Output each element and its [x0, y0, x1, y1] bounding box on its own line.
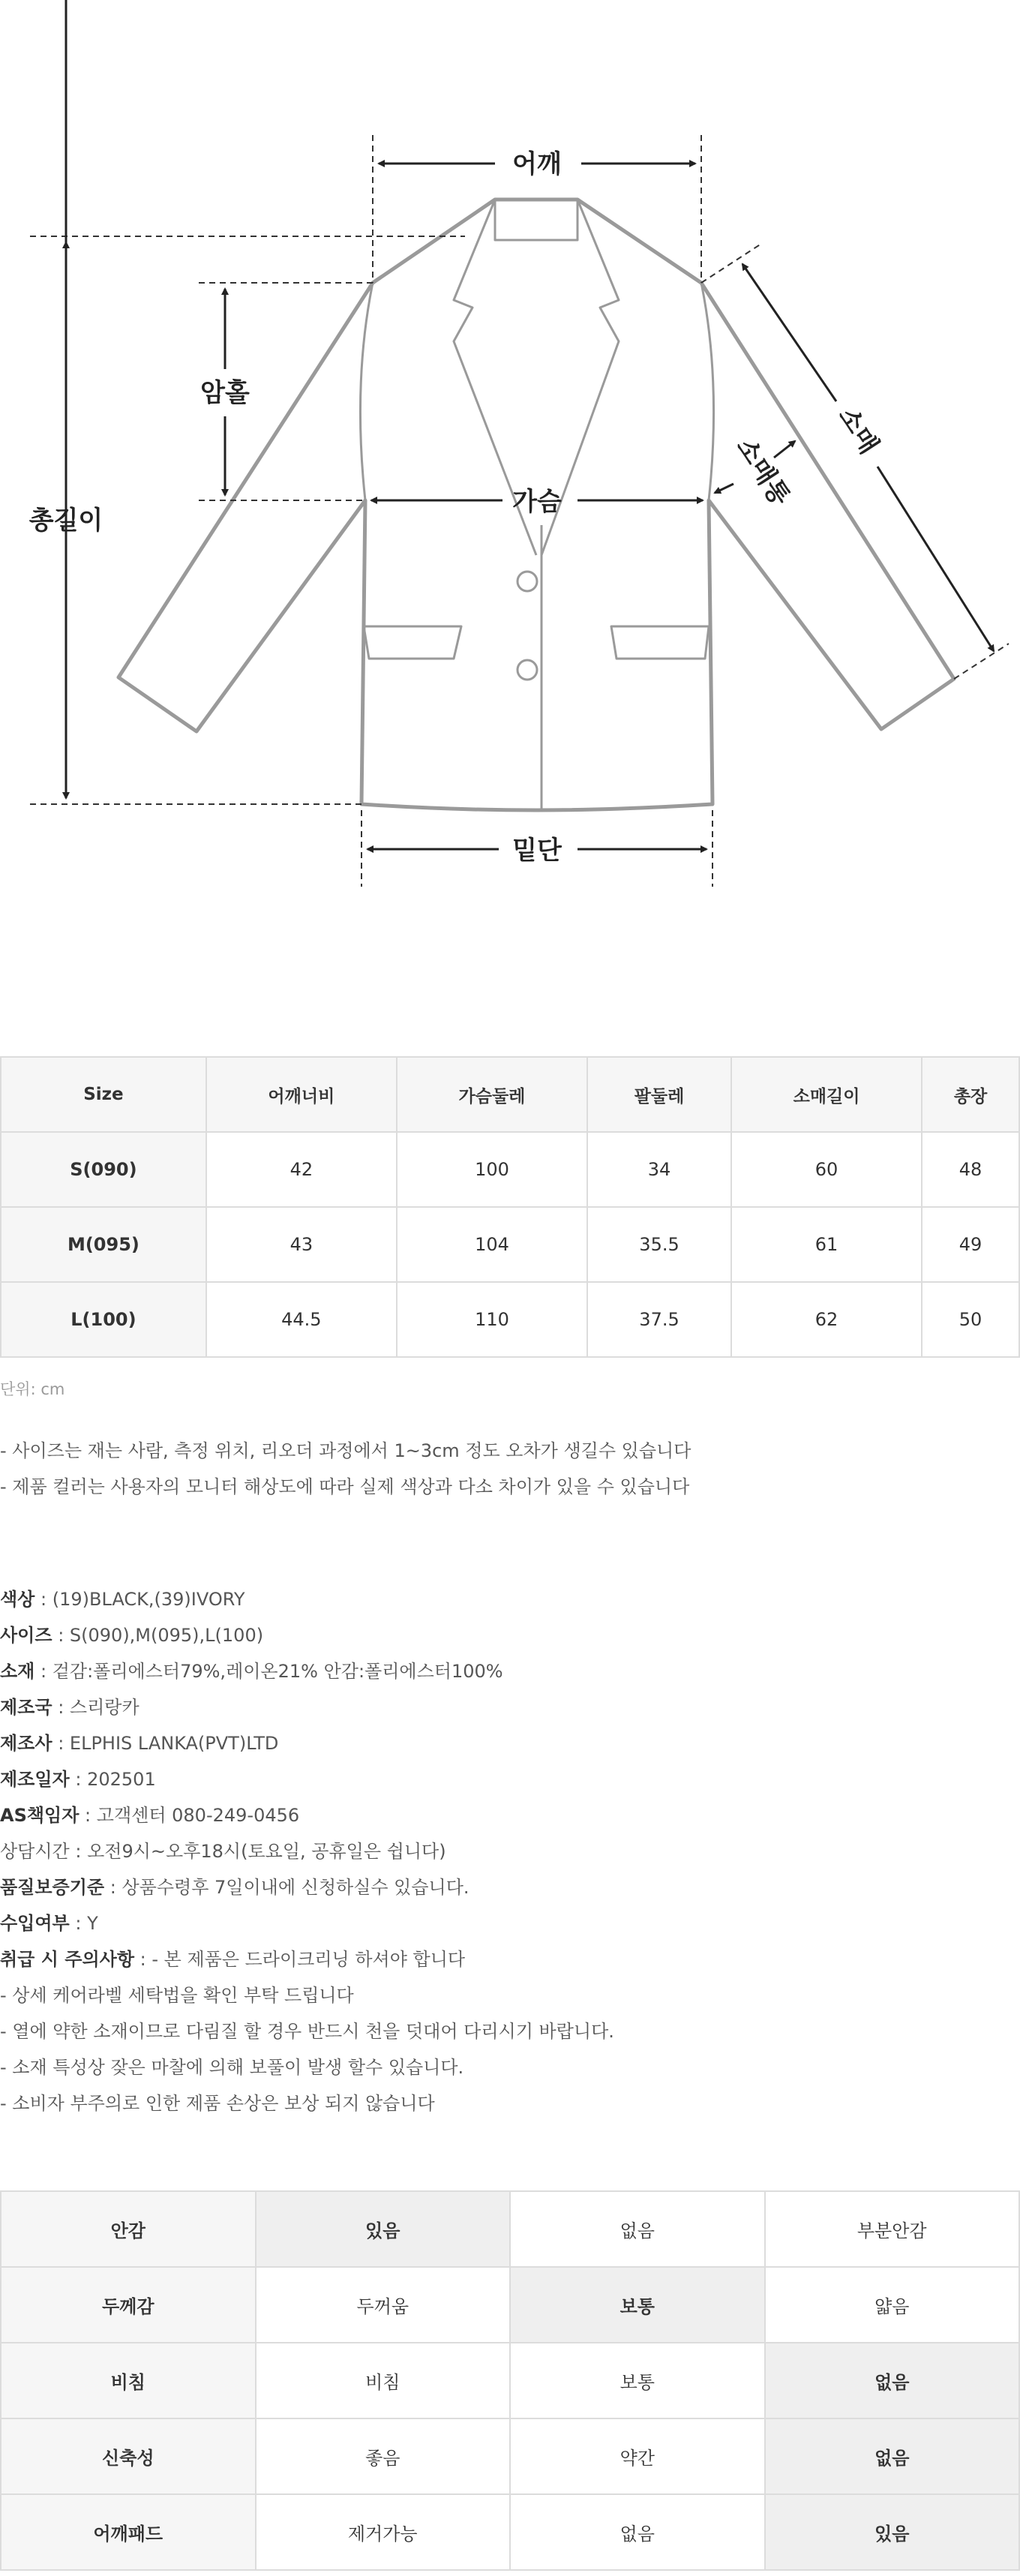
info-line — [0, 2016, 614, 2043]
info-label: 사이즈 — [0, 1625, 52, 1646]
table-row — [1, 1132, 1019, 1207]
table-cell: 34 — [587, 1132, 731, 1207]
info-value: : 상품수령후 7일이내에 신청하실수 있습니다. — [104, 1877, 470, 1898]
info-value: 상담시간 : 오전9시~오후18시(토요일, 공휴일은 쉽니다) — [0, 1841, 446, 1862]
info-line — [0, 2052, 464, 2079]
option-cell: 제거가능 — [256, 2494, 511, 2570]
property-label-stretch: 신축성 — [1, 2418, 256, 2494]
fabric-properties-table — [0, 2190, 1020, 2571]
info-line — [0, 1944, 465, 1971]
option-cell: 보통 — [510, 2267, 765, 2343]
info-value: - 소비자 부주의로 인한 제품 손상은 보상 되지 않습니다 — [0, 2093, 435, 2114]
table-cell: 104 — [397, 1207, 587, 1282]
info-label: 취급 시 주의사항 — [0, 1949, 134, 1970]
table-row — [1, 2343, 1019, 2418]
total-length-header: 총장 — [922, 1057, 1019, 1132]
info-label: 품질보증기준 — [0, 1877, 105, 1898]
table-cell: 110 — [397, 1282, 587, 1357]
color-note: - 제품 컬러는 사용자의 모니터 해상도에 따라 실제 색상과 다소 차이가 있을 수 있습니다 — [0, 1476, 690, 1497]
info-line — [0, 1728, 278, 1755]
info-line — [0, 1980, 354, 2007]
info-value: : 202501 — [69, 1769, 156, 1790]
info-line — [0, 1584, 245, 1611]
info-line — [0, 1656, 503, 1683]
table-cell: 35.5 — [587, 1207, 731, 1282]
table-row — [1, 2191, 1019, 2267]
total-length-label: 총길이 — [28, 506, 104, 536]
info-label: 수입여부 — [0, 1913, 70, 1934]
shoulder-width-header: 어깨너비 — [206, 1057, 397, 1132]
info-value: : Y — [69, 1913, 98, 1934]
chest-label: 가슴 — [512, 487, 562, 517]
info-value: : (19)BLACK,(39)IVORY — [34, 1589, 245, 1610]
option-cell: 비침 — [256, 2343, 511, 2418]
chest-header: 가슴둘레 — [397, 1057, 587, 1132]
option-cell: 약간 — [510, 2418, 765, 2494]
sleeve-arrow — [742, 264, 836, 401]
table-cell: L(100) — [1, 1282, 206, 1357]
info-label: 제조사 — [0, 1733, 52, 1754]
sleeve-width-arrow — [715, 484, 734, 493]
info-value: : 스리랑카 — [52, 1697, 140, 1718]
hem-label: 밑단 — [512, 836, 562, 866]
table-row — [1, 2267, 1019, 2343]
info-line — [0, 2088, 435, 2115]
option-cell: 부분안감 — [765, 2191, 1020, 2267]
info-value: - 소재 특성상 잦은 마찰에 의해 보풀이 발생 할수 있습니다. — [0, 2057, 464, 2078]
table-cell: S(090) — [1, 1132, 206, 1207]
table-cell: 43 — [206, 1207, 397, 1282]
armhole-label: 암홀 — [200, 378, 250, 408]
table-cell: 44.5 — [206, 1282, 397, 1357]
unit-label: 단위: cm — [0, 1380, 65, 1398]
info-label: 제조국 — [0, 1697, 52, 1718]
sleeve-label: 소매 — [832, 401, 884, 460]
property-label-sheerness: 비침 — [1, 2343, 256, 2418]
size-note: - 사이즈는 재는 사람, 측정 위치, 리오더 과정에서 1~3cm 정도 오차가 생길수 있습니다 — [0, 1440, 692, 1461]
size-header: Size — [1, 1057, 206, 1132]
sleeve-length-header: 소매길이 — [731, 1057, 922, 1132]
option-cell: 보통 — [510, 2343, 765, 2418]
table-cell: 50 — [922, 1282, 1019, 1357]
table-cell: 60 — [731, 1132, 922, 1207]
option-cell: 두꺼움 — [256, 2267, 511, 2343]
option-cell: 없음 — [765, 2418, 1020, 2494]
option-cell: 없음 — [510, 2494, 765, 2570]
info-label: 색상 — [0, 1589, 35, 1610]
info-line — [0, 1836, 446, 1863]
arm-circumference-header: 팔둘레 — [587, 1057, 731, 1132]
info-value: : - 본 제품은 드라이크리닝 하셔야 합니다 — [134, 1949, 466, 1970]
table-cell: 61 — [731, 1207, 922, 1282]
option-cell: 얇음 — [765, 2267, 1020, 2343]
info-line — [0, 1620, 263, 1647]
info-line — [0, 1872, 470, 1899]
info-line — [0, 1692, 140, 1719]
option-cell: 없음 — [765, 2343, 1020, 2418]
info-label: 소재 — [0, 1661, 35, 1682]
size-table — [0, 1056, 1020, 1358]
table-row — [1, 2418, 1019, 2494]
shoulder-label: 어깨 — [512, 149, 562, 179]
info-value: - 열에 약한 소재이므로 다림질 할 경우 반드시 천을 덧대어 다리시기 바랍니다. — [0, 2021, 614, 2042]
info-label: AS책임자 — [0, 1805, 80, 1826]
table-cell: 48 — [922, 1132, 1019, 1207]
sleeve-width-label: 소매통 — [730, 432, 796, 512]
table-cell: 62 — [731, 1282, 922, 1357]
option-cell: 좋음 — [256, 2418, 511, 2494]
info-value: : ELPHIS LANKA(PVT)LTD — [52, 1733, 279, 1754]
info-value: - 상세 케어라벨 세탁법을 확인 부탁 드립니다 — [0, 1985, 354, 2006]
option-cell: 있음 — [765, 2494, 1020, 2570]
table-cell: 100 — [397, 1132, 587, 1207]
option-cell: 없음 — [510, 2191, 765, 2267]
table-row — [1, 2494, 1019, 2570]
table-cell: 42 — [206, 1132, 397, 1207]
property-label-shoulder-pad: 어깨패드 — [1, 2494, 256, 2570]
info-value: : 고객센터 080-249-0456 — [79, 1805, 300, 1826]
property-label-lining: 안감 — [1, 2191, 256, 2267]
info-line — [0, 1908, 98, 1935]
property-label-thickness: 두께감 — [1, 2267, 256, 2343]
info-line — [0, 1764, 156, 1791]
info-value: : S(090),M(095),L(100) — [52, 1625, 264, 1646]
info-line — [0, 1800, 299, 1827]
info-label: 제조일자 — [0, 1769, 70, 1790]
table-row — [1, 1207, 1019, 1282]
option-cell: 있음 — [256, 2191, 511, 2267]
table-cell: 37.5 — [587, 1282, 731, 1357]
table-row — [1, 1282, 1019, 1357]
info-value: : 겉감:폴리에스터79%,레이온21% 안감:폴리에스터100% — [34, 1661, 503, 1682]
measurement-diagram — [0, 0, 1020, 938]
table-cell: 49 — [922, 1207, 1019, 1282]
table-cell: M(095) — [1, 1207, 206, 1282]
size-table-header — [1, 1057, 1019, 1132]
